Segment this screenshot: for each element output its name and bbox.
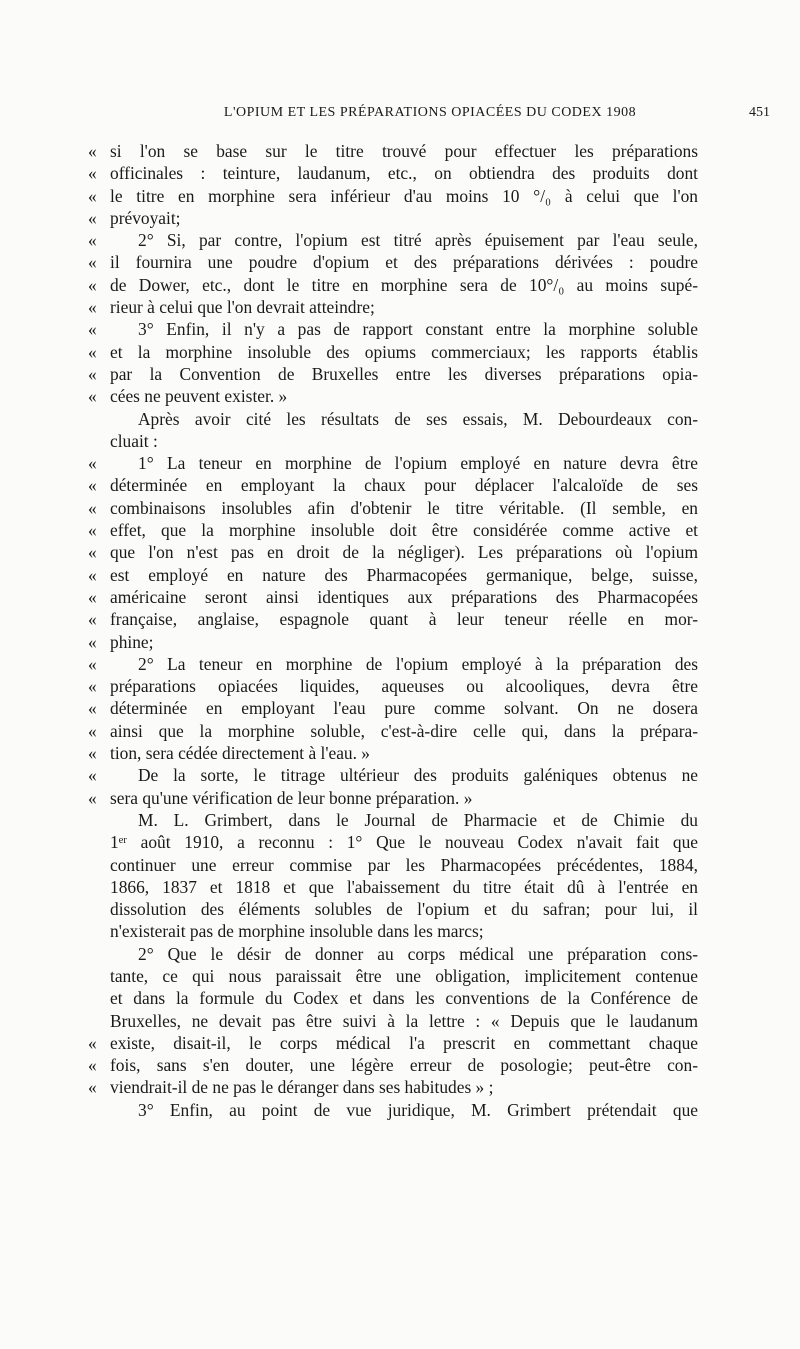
quote-mark: « bbox=[88, 698, 97, 719]
line-text: que l'on n'est pas en droit de la négliger). Les préparations où l'opium bbox=[110, 542, 698, 563]
line-text: déterminée en employant l'eau pure comme solvant. On ne dosera bbox=[110, 698, 698, 719]
text-line bbox=[88, 229, 698, 251]
quote-mark: « bbox=[88, 363, 97, 384]
text-line bbox=[88, 586, 698, 608]
text-line bbox=[88, 162, 698, 184]
line-text: déterminée en employant la chaux pour déplacer l'alcaloïde de ses bbox=[110, 475, 698, 496]
line-text: rieur à celui que l'on devrait atteindre; bbox=[110, 297, 375, 318]
quote-mark: « bbox=[88, 520, 97, 541]
running-head: L'OPIUM ET LES PRÉPARATIONS OPIACÉES DU CODEX 1908 bbox=[223, 105, 637, 120]
line-text: le titre en morphine sera inférieur d'au moins 10 °/₀ à celui que l'on bbox=[110, 185, 698, 206]
line-text: 3° Enfin, il n'y a pas de rapport constant entre la morphine soluble bbox=[138, 319, 698, 340]
text-line bbox=[88, 854, 698, 876]
quote-mark: « bbox=[88, 1032, 97, 1053]
quote-mark: « bbox=[88, 1055, 97, 1076]
line-text: phine; bbox=[110, 631, 154, 652]
text-line bbox=[88, 207, 698, 229]
line-text: M. L. Grimbert, dans le Journal de Pharmacie et de Chimie du bbox=[138, 809, 698, 830]
line-text: préparations opiacées liquides, aqueuses ou alcooliques, devra être bbox=[110, 676, 698, 697]
text-line bbox=[88, 742, 698, 764]
line-text: est employé en nature des Pharmacopées germanique, belge, suisse, bbox=[110, 564, 698, 585]
line-text: effet, que la morphine insoluble doit être considérée comme active et bbox=[110, 520, 698, 541]
quote-mark: « bbox=[88, 141, 97, 161]
text-line bbox=[88, 341, 698, 363]
text-line bbox=[88, 408, 698, 430]
text-line bbox=[88, 1032, 698, 1054]
text-line bbox=[88, 1054, 698, 1076]
line-text: il fournira une poudre d'opium et des préparations dérivées : poudre bbox=[110, 252, 698, 273]
line-text: et la morphine insoluble des opiums commerciaux; les rapports établis bbox=[110, 341, 698, 362]
text-line bbox=[88, 787, 698, 809]
text-line bbox=[88, 251, 698, 273]
line-text: 2° La teneur en morphine de l'opium employé à la préparation des bbox=[138, 653, 698, 674]
quote-mark: « bbox=[88, 564, 97, 585]
line-text: ainsi que la morphine soluble, c'est-à-dire celle qui, dans la prépara- bbox=[110, 720, 698, 741]
quote-mark: « bbox=[88, 319, 97, 340]
text-line bbox=[88, 185, 698, 207]
text-line bbox=[88, 274, 698, 296]
line-text: cluait : bbox=[110, 430, 158, 451]
quote-mark: « bbox=[88, 475, 97, 496]
text-line bbox=[88, 764, 698, 786]
line-text: américaine seront ainsi identiques aux préparations des Pharmacopées bbox=[110, 586, 698, 607]
text-line bbox=[88, 541, 698, 563]
quote-mark: « bbox=[88, 653, 97, 674]
line-text: 1866, 1837 et 1818 et que l'abaissement du titre était dû à l'entrée en bbox=[110, 876, 698, 897]
line-text: dissolution des éléments solubles de l'opium et du safran; pour lui, il bbox=[110, 899, 698, 920]
line-text: continuer une erreur commise par les Pharmacopées précédentes, 1884, bbox=[110, 854, 698, 875]
text-line bbox=[88, 519, 698, 541]
line-text: française, anglaise, espagnole quant à leur teneur réelle en mor- bbox=[110, 609, 698, 630]
text-line bbox=[88, 318, 698, 340]
quote-mark: « bbox=[88, 676, 97, 697]
quote-mark: « bbox=[88, 765, 97, 786]
quote-mark: « bbox=[88, 207, 97, 228]
quote-mark: « bbox=[88, 252, 97, 273]
quote-mark: « bbox=[88, 609, 97, 630]
quote-mark: « bbox=[88, 787, 97, 808]
page-header bbox=[90, 105, 770, 129]
quote-mark: « bbox=[88, 185, 97, 206]
text-line bbox=[88, 385, 698, 407]
page-number: 451 bbox=[749, 105, 770, 120]
line-text: Après avoir cité les résultats de ses essais, M. Debourdeaux con- bbox=[138, 408, 698, 429]
text-line bbox=[88, 474, 698, 496]
text-line bbox=[88, 920, 698, 942]
line-text: Bruxelles, ne devait pas être suivi à la lettre : « Depuis que le laudanum bbox=[110, 1010, 698, 1031]
line-text: De la sorte, le titrage ultérieur des produits galéniques obtenus ne bbox=[138, 765, 698, 786]
text-line bbox=[88, 296, 698, 318]
line-text: 2° Que le désir de donner au corps médical une préparation cons- bbox=[138, 943, 698, 964]
text-line bbox=[88, 497, 698, 519]
line-text: si l'on se base sur le titre trouvé pour effectuer les préparations bbox=[110, 141, 698, 161]
body-text bbox=[88, 140, 698, 1121]
text-line bbox=[88, 1099, 698, 1121]
quote-mark: « bbox=[88, 542, 97, 563]
text-line bbox=[88, 653, 698, 675]
quote-mark: « bbox=[88, 297, 97, 318]
text-line bbox=[88, 430, 698, 452]
line-text: fois, sans s'en douter, une légère erreur de posologie; peut-être con- bbox=[110, 1055, 698, 1076]
text-line bbox=[88, 987, 698, 1009]
text-line bbox=[88, 876, 698, 898]
text-line bbox=[88, 720, 698, 742]
line-text: de Dower, etc., dont le titre en morphine sera de 10°/₀ au moins supé- bbox=[110, 274, 698, 295]
quote-mark: « bbox=[88, 341, 97, 362]
text-line bbox=[88, 809, 698, 831]
line-text: existe, disait-il, le corps médical l'a prescrit en commettant chaque bbox=[110, 1032, 698, 1053]
line-text: viendrait-il de ne pas le déranger dans ses habitudes » ; bbox=[110, 1077, 494, 1098]
quote-mark: « bbox=[88, 163, 97, 184]
text-line bbox=[88, 1076, 698, 1098]
quote-mark: « bbox=[88, 497, 97, 518]
line-text: officinales : teinture, laudanum, etc., on obtiendra des produits dont bbox=[110, 163, 698, 184]
line-text: 3° Enfin, au point de vue juridique, M. Grimbert prétendait que bbox=[138, 1099, 698, 1120]
quote-mark: « bbox=[88, 586, 97, 607]
line-text: 2° Si, par contre, l'opium est titré après épuisement par l'eau seule, bbox=[138, 230, 698, 251]
quote-mark: « bbox=[88, 1077, 97, 1098]
line-text: par la Convention de Bruxelles entre les diverses préparations opia- bbox=[110, 363, 698, 384]
text-line bbox=[88, 140, 698, 162]
line-text: tion, sera cédée directement à l'eau. » bbox=[110, 743, 370, 764]
quote-mark: « bbox=[88, 230, 97, 251]
text-line bbox=[88, 1010, 698, 1032]
text-line bbox=[88, 831, 698, 853]
line-text: prévoyait; bbox=[110, 207, 181, 228]
line-text: tante, ce qui nous paraissait être une obligation, implicitement contenue bbox=[110, 965, 698, 986]
text-line bbox=[88, 675, 698, 697]
line-text: combinaisons insolubles afin d'obtenir le titre véritable. (Il semble, en bbox=[110, 497, 698, 518]
quote-mark: « bbox=[88, 386, 97, 407]
line-text: n'existerait pas de morphine insoluble dans les marcs; bbox=[110, 921, 484, 942]
line-text: cées ne peuvent exister. » bbox=[110, 386, 288, 407]
quote-mark: « bbox=[88, 274, 97, 295]
line-text: 1° La teneur en morphine de l'opium employé en nature devra être bbox=[138, 453, 698, 474]
line-text: 1ᵉʳ août 1910, a reconnu : 1° Que le nouveau Codex n'avait fait que bbox=[110, 832, 698, 853]
line-text: et dans la formule du Codex et dans les conventions de la Conférence de bbox=[110, 988, 698, 1009]
text-line bbox=[88, 697, 698, 719]
quote-mark: « bbox=[88, 631, 97, 652]
text-line bbox=[88, 631, 698, 653]
text-line bbox=[88, 608, 698, 630]
quote-mark: « bbox=[88, 743, 97, 764]
text-line bbox=[88, 564, 698, 586]
quote-mark: « bbox=[88, 453, 97, 474]
text-line bbox=[88, 898, 698, 920]
text-line bbox=[88, 965, 698, 987]
quote-mark: « bbox=[88, 720, 97, 741]
text-line bbox=[88, 452, 698, 474]
text-line bbox=[88, 943, 698, 965]
text-line bbox=[88, 363, 698, 385]
line-text: sera qu'une vérification de leur bonne préparation. » bbox=[110, 787, 473, 808]
